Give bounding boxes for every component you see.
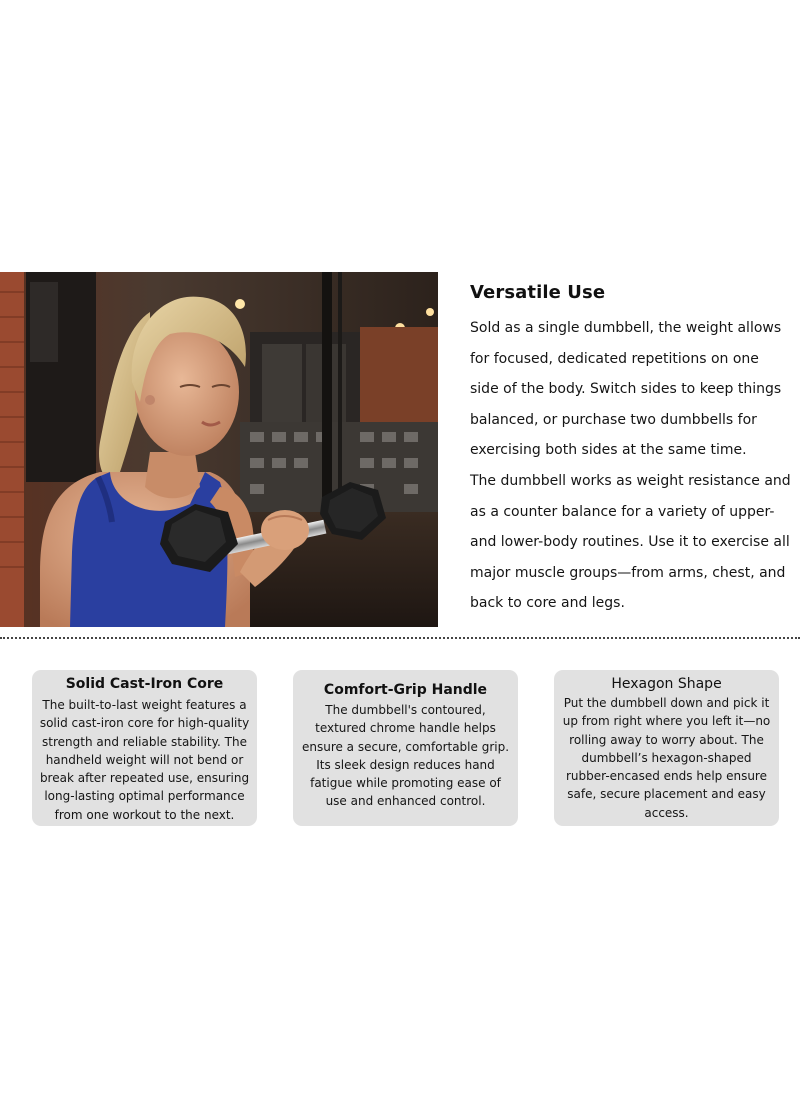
dotted-divider: [0, 637, 800, 639]
feature-card-text: The dumbbell's contoured, textured chrome handle helps ensure a secure, comfortable grip. Its sleek design reduces hand fatigue while promoting ease of use and enhanced control.: [301, 703, 510, 809]
feature-card-title: Comfort-Grip Handle: [323, 682, 488, 698]
product-photo: [0, 272, 438, 627]
feature-card-text: The built-to-last weight features a solid cast-iron core for high-quality strength and reliable stability. The handheld weight will not bend or break after repeated use, ensuring long-lasting optimal performance from one workout to the next.: [39, 698, 250, 822]
versatile-use-title: Versatile Use: [470, 282, 606, 303]
feature-card-title: Solid Cast-Iron Core: [65, 676, 224, 692]
woman-curling-dumbbell-image: [0, 272, 438, 627]
feature-card-title: Hexagon Shape: [611, 676, 722, 692]
versatile-use-paragraph-2: The dumbbell works as weight resistance and as a counter balance for a variety of upper- and lower-body routines. Use it to exercise all major muscle groups—from arms, chest, and back to core and legs.: [470, 472, 791, 612]
versatile-use-section: [470, 282, 792, 619]
feature-card-hexagon-shape: [554, 670, 779, 826]
versatile-use-paragraph-1: Sold as a single dumbbell, the weight allows for focused, dedicated repetitions on one side of the body. Switch sides to keep things balanced, or purchase two dumbbells for exercising both sides at the same time.: [470, 320, 782, 459]
feature-card-text: Put the dumbbell down and pick it up from right where you left it—no rolling away to worry about. The dumbbell’s hexagon-shaped rubber-encased ends help ensure safe, secure placement and easy access.: [562, 696, 771, 820]
feature-card-cast-iron-core: [32, 670, 257, 826]
feature-card-comfort-grip-handle: [293, 670, 518, 826]
